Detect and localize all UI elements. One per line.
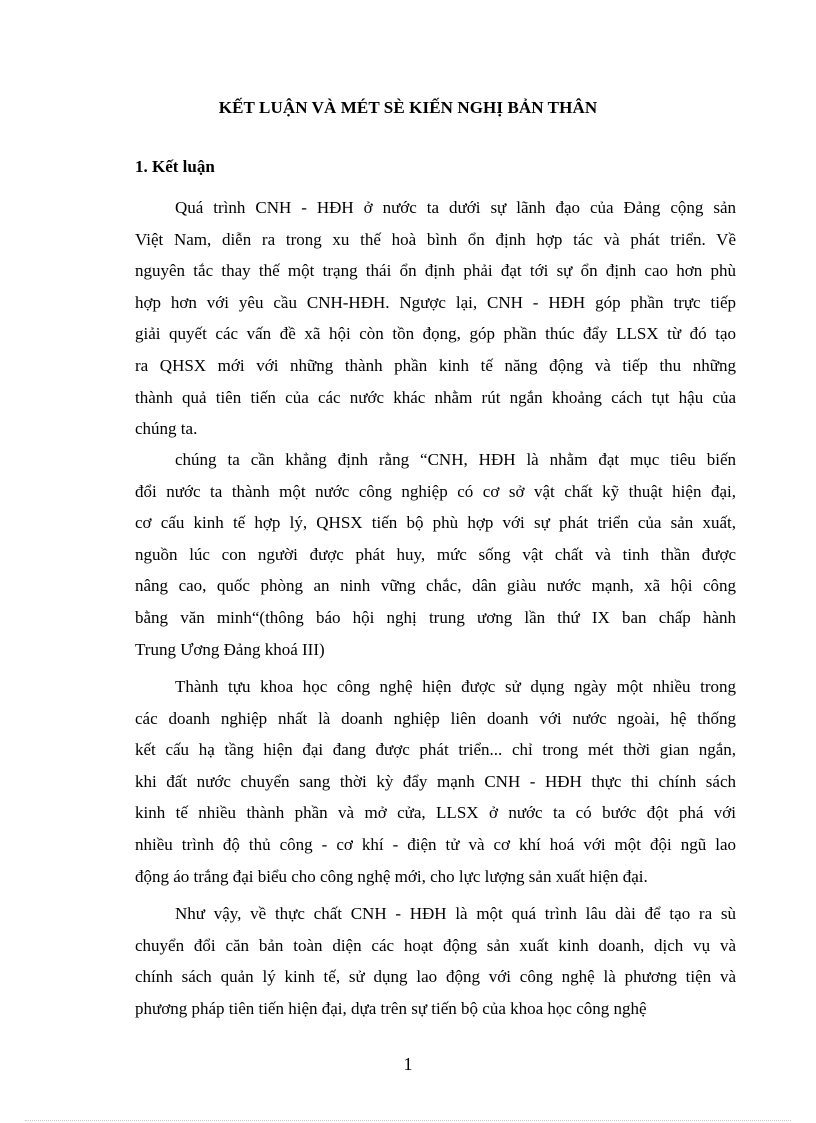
paragraph-4 [135, 898, 736, 1024]
section-heading: 1. Kết luận [135, 157, 215, 176]
paragraph-line: hợp hơn với yêu cầu CNH-HĐH. Ngược lại, CNH - HĐH góp phần trực tiếp [135, 292, 736, 312]
paragraph-line: Việt Nam, diễn ra trong xu thế hoà bình ổn định hợp tác và phát triển. Về [135, 229, 736, 249]
paragraph-line: chúng ta cần khẳng định rằng “CNH, HĐH là nhằm đạt mục tiêu biến [175, 450, 736, 469]
paragraph-line: bằng văn minh“(thông báo hội nghị trung ương lần thứ IX ban chấp hành [135, 607, 736, 627]
paragraph-line: Quá trình CNH - HĐH ở nước ta dưới sự lãnh đạo của Đảng cộng sản [175, 198, 736, 217]
paragraph-3 [135, 671, 736, 892]
paragraph-line: Thành tựu khoa học công nghệ hiện được sử dụng ngày một nhiều trong [175, 677, 736, 696]
paragraph-line: kinh tế nhiều thành phần và mở cửa, LLSX ở nước ta có bước đột phá với [135, 803, 736, 823]
paragraph-line: khi đất nước chuyển sang thời kỳ đẩy mạnh CNH - HĐH thực thi chính sách [135, 771, 736, 791]
paragraph-line: Như vậy, về thực chất CNH - HĐH là một quá trình lâu dài để tạo ra sù [175, 904, 736, 923]
paragraph-line: Trung Ương Đảng khoá III) [135, 639, 325, 659]
paragraph-2 [135, 444, 736, 665]
page-number: 1 [403, 1054, 413, 1074]
paragraph-line: chúng ta. [135, 419, 198, 439]
paragraph-line: nhiều trình độ thủ công - cơ khí - điện tử và cơ khí hoá với một đội ngũ lao [135, 834, 736, 854]
paragraph-line: phương pháp tiên tiến hiện đại, dựa trên sự tiến bộ của khoa học công nghệ [135, 998, 647, 1018]
paragraph-line: nguồn lúc con người được phát huy, mức sống vật chất và tinh thần được [135, 544, 736, 564]
document-title: KẾT LUẬN VÀ MÉT SÈ KIẾN NGHỊ BẢN THÂN [218, 98, 598, 117]
paragraph-line: ra QHSX mới với những thành phần kinh tế năng động và tiếp thu những [135, 355, 736, 375]
paragraph-line: nâng cao, quốc phòng an ninh vững chắc, dân giàu nước mạnh, xã hội công [135, 576, 736, 596]
page-bottom-rule [25, 1120, 791, 1121]
paragraph-line: kết cấu hạ tầng hiện đại đang được phát triển... chỉ trong mét thời gian ngắn, [135, 740, 736, 760]
paragraph-line: chính sách quản lý kinh tế, sử dụng lao động với công nghệ là phương tiện và [135, 967, 736, 987]
paragraph-line: động áo trắng đại biểu cho công nghệ mới, cho lực lượng sản xuất hiện đại. [135, 866, 648, 886]
paragraph-line: các doanh nghiệp nhất là doanh nghiệp liên doanh với nước ngoài, hệ thống [135, 708, 736, 728]
paragraph-line: đổi nước ta thành một nước công nghiệp có cơ sở vật chất kỹ thuật hiện đại, [135, 481, 736, 501]
paragraph-1 [135, 192, 736, 445]
paragraph-line: giải quyết các vấn đề xã hội còn tồn đọng, góp phần thúc đẩy LLSX từ đó tạo [135, 324, 736, 344]
paragraph-line: chuyển đổi căn bản toàn diện các hoạt động sản xuất kinh doanh, dịch vụ và [135, 935, 736, 955]
paragraph-line: thành quả tiên tiến của các nước khác nhằm rút ngắn khoảng cách tụt hậu của [135, 387, 736, 407]
paragraph-line: nguyên tắc thay thế một trạng thái ổn định phải đạt tới sự ổn định cao hơn phù [135, 261, 736, 281]
paragraph-line: cơ cấu kinh tế hợp lý, QHSX tiến bộ phù hợp với sự phát triển của sản xuất, [135, 513, 736, 533]
